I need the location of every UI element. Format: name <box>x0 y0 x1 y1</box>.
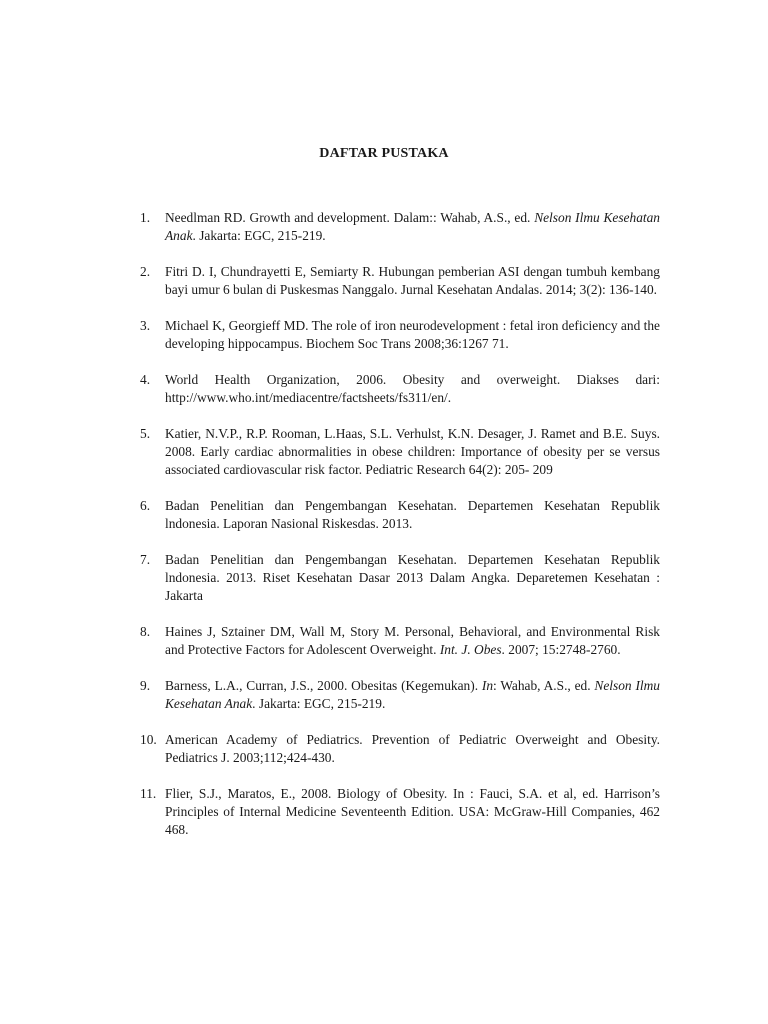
reference-text: Badan Penelitian dan Pengembangan Kesehatan. Departemen Kesehatan Republik lndonesia. 2013. Riset Kesehatan Dasar 2013 Dalam Angka. Deparetemen Kesehatan : Jakarta <box>165 552 660 603</box>
reference-item <box>140 551 660 605</box>
reference-number: 10. <box>140 732 157 747</box>
reference-number: 3. <box>140 318 151 333</box>
reference-text: Barness, L.A., Curran, J.S., 2000. Obesitas (Kegemukan). In: Wahab, A.S., ed. Nelson Ilmu Kesehatan Anak. Jakarta: EGC, 215-219. <box>165 678 660 711</box>
reference-item <box>140 317 660 353</box>
reference-number: 2. <box>140 264 151 279</box>
reference-number: 11. <box>140 786 157 801</box>
reference-item <box>140 425 660 479</box>
reference-text: Badan Penelitian dan Pengembangan Kesehatan. Departemen Kesehatan Republik lndonesia. Laporan Nasional Riskesdas. 2013. <box>165 498 660 531</box>
reference-item <box>140 371 660 407</box>
reference-item <box>140 209 660 245</box>
reference-number: 8. <box>140 624 151 639</box>
reference-item <box>140 731 660 767</box>
reference-number: 9. <box>140 678 151 693</box>
reference-text: Katier, N.V.P., R.P. Rooman, L.Haas, S.L. Verhulst, K.N. Desager, J. Ramet and B.E. Suys. 2008. Early cardiac abnormalities in obese children: Importance of obesity per se versus associated cardiovascular risk factor. Pediatric Research 64(2): 205- 209 <box>165 426 660 477</box>
reference-text: American Academy of Pediatrics. Prevention of Pediatric Overweight and Obesity. Pediatrics J. 2003;112;424-430. <box>165 732 660 765</box>
page-title: DAFTAR PUSTAKA <box>319 146 449 161</box>
reference-number: 1. <box>140 210 151 225</box>
reference-item <box>140 623 660 659</box>
reference-text: Fitri D. I, Chundrayetti E, Semiarty R. Hubungan pemberian ASI dengan tumbuh kembang bayi umur 6 bulan di Puskesmas Nanggalo. Jurnal Kesehatan Andalas. 2014; 3(2): 136-140. <box>165 264 660 297</box>
reference-number: 7. <box>140 552 151 567</box>
reference-item <box>140 677 660 713</box>
reference-item <box>140 785 660 839</box>
reference-number: 5. <box>140 426 151 441</box>
reference-item <box>140 263 660 299</box>
reference-list <box>140 209 660 857</box>
reference-text: Needlman RD. Growth and development. Dalam:: Wahab, A.S., ed. Nelson Ilmu Kesehatan Anak. Jakarta: EGC, 215-219. <box>165 210 661 243</box>
reference-text: Flier, S.J., Maratos, E., 2008. Biology of Obesity. In : Fauci, S.A. et al, ed. Harrison’s Principles of Internal Medicine Seventeenth Edition. USA: McGraw-Hill Companies, 462 468. <box>165 786 660 837</box>
reference-text: Michael K, Georgieff MD. The role of iron neurodevelopment : fetal iron deficiency and the developing hippocampus. Biochem Soc Trans 2008;36:1267 71. <box>165 318 660 351</box>
reference-text: World Health Organization, 2006. Obesity and overweight. Diakses dari: http://www.who.int/mediacentre/factsheets/fs311/en/. <box>165 372 660 405</box>
reference-item <box>140 497 660 533</box>
reference-number: 6. <box>140 498 151 513</box>
reference-text: Haines J, Sztainer DM, Wall M, Story M. Personal, Behavioral, and Environmental Risk and Protective Factors for Adolescent Overweight. Int. J. Obes. 2007; 15:2748-2760. <box>165 624 660 657</box>
reference-number: 4. <box>140 372 151 387</box>
